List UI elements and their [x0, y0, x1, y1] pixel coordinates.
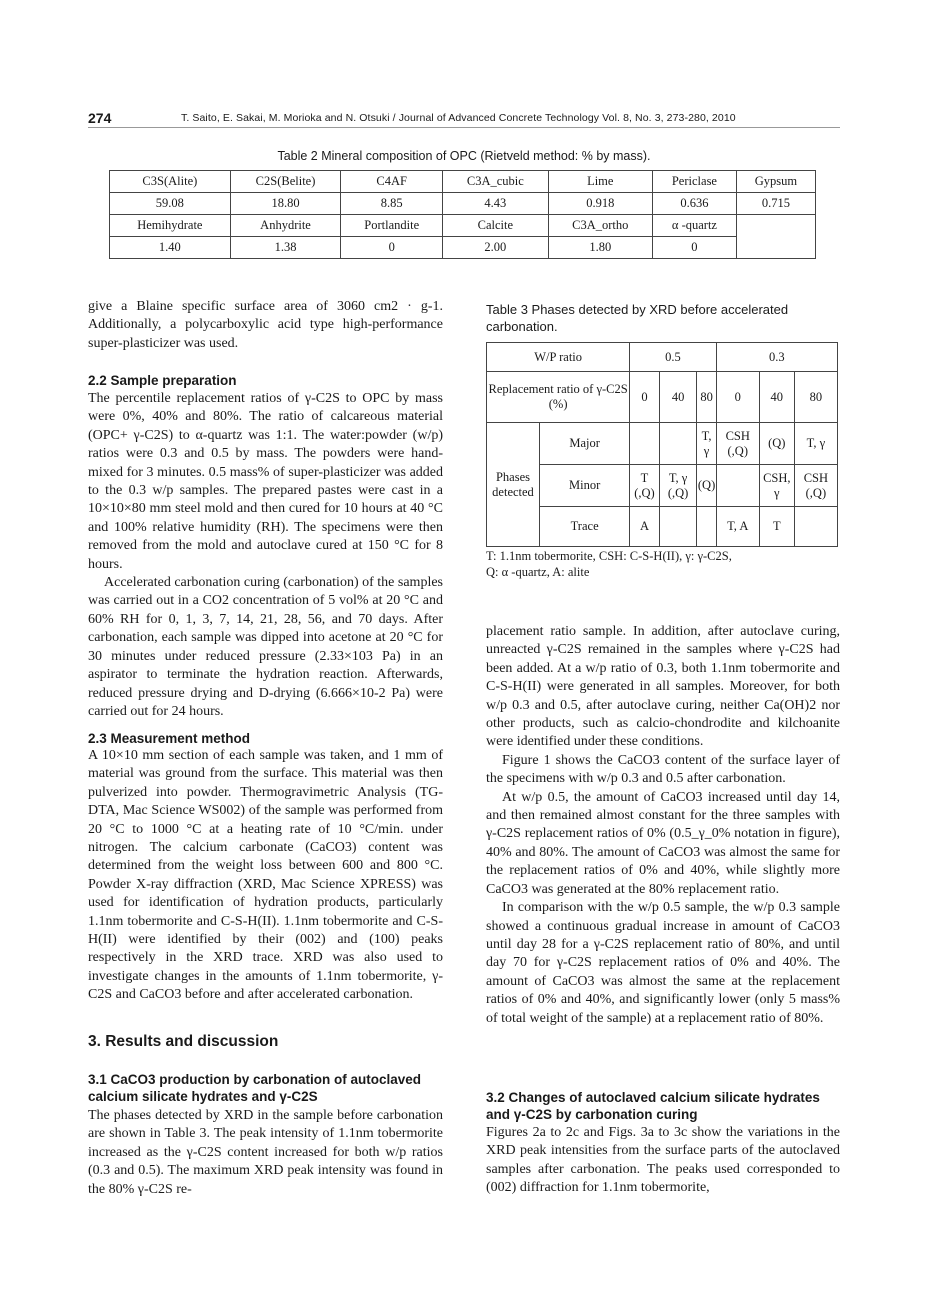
phases-label-cell: Phases detected	[487, 423, 540, 547]
table3-note	[486, 548, 840, 580]
header-divider	[88, 127, 840, 128]
table-cell: 40	[759, 372, 794, 423]
table3-note-line2: Q: α -quartz, A: alite	[486, 565, 590, 579]
table-cell: 0.715	[736, 193, 815, 215]
table-cell	[794, 507, 837, 547]
page-number: 274	[88, 110, 112, 126]
table-cell	[716, 465, 759, 507]
table-cell: A	[630, 507, 659, 547]
paragraph: The phases detected by XRD in the sample before carbonation are shown in Table 3. The peak intensity of 1.1nm tobermorite increased as the γ-C2S content increased for both w/p ratios (0.3 and 0.5). The maximum XRD peak intensity was found in the 80% γ-C2S re-	[88, 1108, 443, 1197]
right-column-body	[486, 623, 840, 1028]
paragraph: Figures 2a to 2c and Figs. 3a to 3c show the variations in the XRD peak intensities from the surface parts of the autoclaved samples after carbonation. The peaks used corresponded to (002) diffraction for 1.1nm tobermorite,	[486, 1125, 840, 1196]
section-2-2-body	[88, 390, 443, 721]
section-3-1-body	[88, 1107, 443, 1199]
paragraph: placement ratio sample. In addition, after autoclave curing, unreacted γ-C2S remained in the samples where γ-C2S had been added. At a w/p ratio of 0.3, both 1.1nm tobermorite and C-S-H(II) were generated in all samples. Moreover, for both w/p 0.3 and 0.5, after autoclave curing, neither Ca(OH)2 nor other products, such as calcio-chondrodite and kilchoanite were identified under these conditions.	[486, 624, 840, 750]
table-cell: T (,Q)	[630, 465, 659, 507]
table-cell: Portlandite	[341, 215, 443, 237]
table-row	[110, 193, 816, 215]
table-row	[487, 507, 838, 547]
table-row	[487, 343, 838, 372]
section-heading-2-3: 2.3 Measurement method	[88, 731, 251, 746]
section-2-3-body	[88, 747, 443, 1005]
table-cell: 0.636	[652, 193, 736, 215]
paragraph: At w/p 0.5, the amount of CaCO3 increased until day 14, and then remained almost constant for the three samples with γ-C2S replacement ratios of 0% (0.5_γ_0% notation in figure), 40% and 80%. The amount of CaCO3 was almost the same for the replacement ratios of 0% and 40%, while slightly more CaCO3 was generated at the 80% replacement ratio.	[486, 789, 840, 897]
replacement-label-cell: Replacement ratio of γ-C2S (%)	[487, 372, 630, 423]
table-cell: C2S(Belite)	[230, 171, 341, 193]
table-cell: Gypsum	[736, 171, 815, 193]
table-cell: 0	[341, 237, 443, 259]
trace-label-cell: Trace	[540, 507, 630, 547]
section-heading-3: 3. Results and discussion	[88, 1033, 279, 1050]
table-row	[487, 372, 838, 423]
table-cell: (Q)	[697, 465, 716, 507]
table-cell: 0.918	[548, 193, 652, 215]
table2-caption: Table 2 Mineral composition of OPC (Rietveld method: % by mass).	[277, 149, 651, 163]
table-cell: Calcite	[443, 215, 549, 237]
section-heading-3-1: 3.1 CaCO3 production by carbonation of autoclaved calcium silicate hydrates and γ-C2S	[88, 1072, 422, 1104]
running-head: T. Saito, E. Sakai, M. Morioka and N. Otsuki / Journal of Advanced Concrete Technology Vol. 8, No. 3, 273-280, 2010	[181, 112, 736, 124]
table-row	[487, 465, 838, 507]
table-cell: CSH, γ	[759, 465, 794, 507]
table-cell: T, A	[716, 507, 759, 547]
table-cell: C3A_ortho	[548, 215, 652, 237]
table-cell: CSH (,Q)	[716, 423, 759, 465]
table-row	[110, 237, 816, 259]
table-cell: 0	[630, 372, 659, 423]
table-row	[110, 171, 816, 193]
table-cell	[659, 423, 697, 465]
table-cell: CSH (,Q)	[794, 465, 837, 507]
intro-paragraph: give a Blaine specific surface area of 3060 cm2 · g-1. Additionally, a polycarboxylic acid type high-performance super-plasticizer was used.	[88, 299, 443, 351]
minor-label-cell: Minor	[540, 465, 630, 507]
table-cell: 80	[794, 372, 837, 423]
table-cell: 0	[716, 372, 759, 423]
table-cell: 80	[697, 372, 716, 423]
table-cell: T	[759, 507, 794, 547]
table-cell: 8.85	[341, 193, 443, 215]
paragraph: A 10×10 mm section of each sample was taken, and 1 mm of material was ground from the surface. This material was then pulverized into powder. Thermogravimetric Analysis (TG-DTA, Mac Science WS002) of the sample was performed from 20 °C to 1000 °C at a heating rate of 10 °C/min. under nitrogen. The calcium carbonate (CaCO3) content was determined from the weight loss between 600 and 800 °C. Powder X-ray diffraction (XRD, Mac Science XPRESS) was used for identification of hydration products, particularly 1.1nm tobermorite and C-S-H(II). 1.1nm tobermorite and C-S-H(II) were identified by their (002) and (100) peaks respectively in the XRD trace. XRD was also used to investigate changes in the amounts of 1.1nm tobermorite, γ-C2S and CaCO3 before and after accelerated carbonation.	[88, 748, 443, 1003]
paragraph: The percentile replacement ratios of γ-C2S to OPC by mass were 0%, 40% and 80%. The ratio of calcareous material (OPC+ γ-C2S) to α-quartz was 1:1. The water:powder (w/p) ratios were 0.3 and 0.5 by mass. The powders were hand-mixed for 3 minutes. 0.5 mass% of super-plasticizer was added to the 0.3 w/p samples. The prepared pastes were cast in a 10×10×80 mm steel mold and then cured for 10 hours at 40 °C and 100% relative humidity (RH). The specimens were then removed from the mold and autoclave cured at 150 °C for 8 hours.	[88, 391, 443, 572]
table-cell: 1.80	[548, 237, 652, 259]
paragraph: Accelerated carbonation curing (carbonation) of the samples was carried out in a CO2 concentration of 5 vol% at 20 °C and 60% RH for 0, 1, 3, 7, 14, 21, 28, 56, and 70 days. After carbonation, each sample was dipped into acetone at 20 °C for 30 minutes under reduced pressure (2.33×103 Pa) in an aspirator to terminate the hydration reaction. Afterwards, reduced pressure drying and D-drying (6.666×10-2 Pa) were carried out for 24 hours.	[88, 575, 443, 719]
table-cell: 1.38	[230, 237, 341, 259]
section-heading-2-2: 2.2 Sample preparation	[88, 373, 237, 388]
table-cell: C3A_cubic	[443, 171, 549, 193]
wp-value-cell: 0.3	[716, 343, 837, 372]
table-cell: Anhydrite	[230, 215, 341, 237]
table-cell: α -quartz	[652, 215, 736, 237]
table3-caption: Table 3 Phases detected by XRD before accelerated carbonation.	[486, 302, 789, 334]
table-cell: 40	[659, 372, 697, 423]
table-cell: T, γ (,Q)	[659, 465, 697, 507]
paragraph: In comparison with the w/p 0.5 sample, the w/p 0.3 sample showed a continuous gradual increase in amount of CaCO3 until day 28 for a γ-C2S replacement ratio of 80%, and until day 70 for γ-C2S replacement ratios of 0% and 40%. The amount of CaCO3 was almost the same at the replacement ratios of 0% and 40%, and significantly lower (only 5 mass% of total weight of the sample) at a replacement ratio of 80%.	[486, 900, 840, 1026]
table-cell: T, γ	[794, 423, 837, 465]
section-heading-3-2: 3.2 Changes of autoclaved calcium silicate hydrates and γ-C2S by carbonation curing	[486, 1090, 820, 1122]
table-cell: Hemihydrate	[110, 215, 231, 237]
table-cell: Periclase	[652, 171, 736, 193]
table-cell: 2.00	[443, 237, 549, 259]
table-cell: C4AF	[341, 171, 443, 193]
table-cell: 59.08	[110, 193, 231, 215]
table-cell: Lime	[548, 171, 652, 193]
major-label-cell: Major	[540, 423, 630, 465]
section-3-2-body	[486, 1124, 840, 1198]
table-row	[110, 215, 816, 237]
page-header	[88, 110, 840, 126]
table-cell: T, γ	[697, 423, 716, 465]
table-cell	[697, 507, 716, 547]
table-cell	[630, 423, 659, 465]
table-cell: C3S(Alite)	[110, 171, 231, 193]
table2	[109, 170, 816, 259]
wp-value-cell: 0.5	[630, 343, 716, 372]
table-cell-empty	[736, 215, 815, 259]
wp-label-cell: W/P ratio	[487, 343, 630, 372]
paragraph: Figure 1 shows the CaCO3 content of the surface layer of the specimens with w/p 0.3 and 0.5 after carbonation.	[486, 752, 840, 787]
table-cell: 4.43	[443, 193, 549, 215]
table-cell: 0	[652, 237, 736, 259]
table-row	[487, 423, 838, 465]
table3	[486, 342, 838, 547]
table-cell: 1.40	[110, 237, 231, 259]
table-cell	[659, 507, 697, 547]
table3-note-line1: T: 1.1nm tobermorite, CSH: C-S-H(II), γ: γ-C2S,	[486, 549, 732, 563]
table-cell: (Q)	[759, 423, 794, 465]
table-cell: 18.80	[230, 193, 341, 215]
